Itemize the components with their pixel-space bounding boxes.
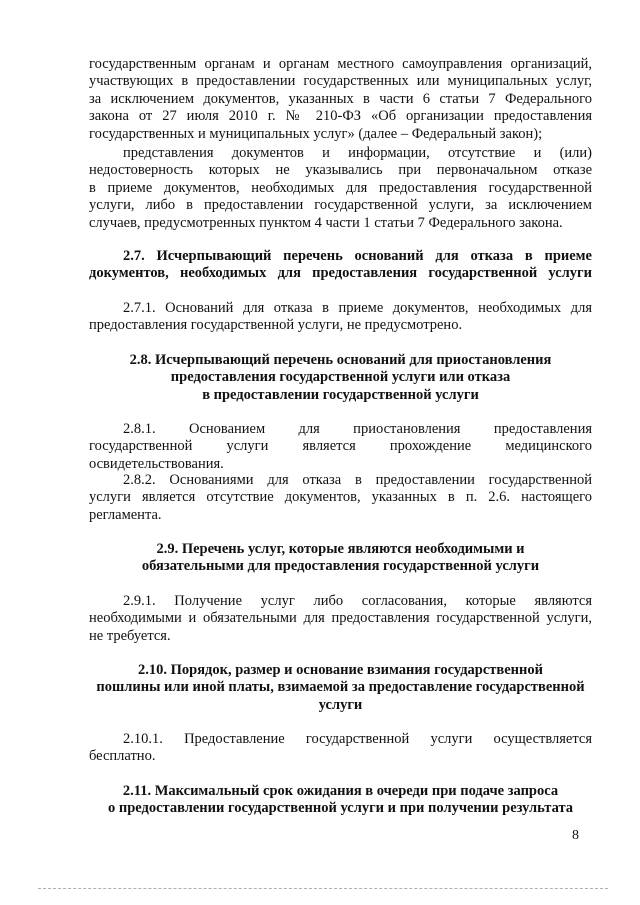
- paragraph-2-8-1: [89, 421, 592, 473]
- heading-line: 2.11. Максимальный срок ожидания в очереди при подаче запроса: [122, 783, 559, 799]
- section-heading-2-9: [89, 541, 592, 576]
- paragraph-2-7-1: [89, 300, 592, 335]
- heading-line: о предоставлении государственной услуги и при получении результата: [107, 800, 574, 817]
- text-line: случаев, предусмотренных пунктом 4 части 1 статьи 7 Федерального закона.: [89, 214, 563, 231]
- text-line: 2.8.2. Основаниями для отказа в предоставлении государственной: [123, 472, 592, 488]
- heading-line: обязательными для предоставления государственной услуги: [141, 558, 540, 575]
- text-line: не требуется.: [89, 627, 171, 644]
- text-line: 2.10.1. Предоставление государственной услуги осуществляется: [123, 731, 592, 747]
- scan-edge-divider: [38, 888, 608, 889]
- heading-line: в предоставлении государственной услуги: [202, 386, 479, 403]
- text-line: необходимыми и обязательными для предоставления государственной услуги,: [89, 610, 592, 627]
- heading-line: услуги: [318, 696, 363, 713]
- text-line: представления документов и информации, отсутствие и (или): [123, 145, 592, 161]
- section-heading-2-7: [89, 248, 592, 283]
- paragraph-continuation: [89, 56, 592, 143]
- section-heading-2-10: [89, 662, 592, 714]
- text-line: услуги, либо в предоставлении государственной услуги, за исключением: [89, 197, 592, 214]
- text-line: бесплатно.: [89, 748, 156, 765]
- text-line: недостоверность которых не указывались при первоначальном отказе: [89, 162, 592, 179]
- heading-line: пошлины или иной платы, взимаемой за предоставление государственной: [96, 679, 585, 696]
- text-line: государственной услуги является прохождение медицинского: [89, 438, 592, 455]
- section-heading-2-8: [89, 352, 592, 404]
- heading-line: предоставления государственной услуги или отказа: [170, 369, 511, 386]
- paragraph-2-10-1: [89, 731, 592, 766]
- text-line: 2.9.1. Получение услуг либо согласования, которые являются: [123, 593, 592, 609]
- page-number: 8: [572, 828, 579, 843]
- paragraph-2-8-2: [89, 472, 592, 524]
- text-line: предоставления государственной услуги, не предусмотрено.: [89, 317, 463, 334]
- heading-line: 2.7. Исчерпывающий перечень оснований для отказа в приеме: [123, 248, 592, 264]
- text-line: в приеме документов, необходимых для предоставления государственной: [89, 179, 592, 196]
- text-line: государственным органам и органам местного самоуправления организаций,: [89, 56, 592, 72]
- text-line: услуги является отсутствие документов, указанных в п. 2.6. настоящего: [89, 489, 592, 506]
- text-line: закона от 27 июля 2010 г. № 210-ФЗ «Об организации предоставления: [89, 108, 592, 125]
- text-line: участвующих в предоставлении государственных или муниципальных услуг,: [89, 73, 592, 90]
- heading-line: 2.10. Порядок, размер и основание взимания государственной: [137, 662, 543, 678]
- text-line: регламента.: [89, 506, 162, 523]
- text-line: государственных и муниципальных услуг» (далее – Федеральный закон);: [89, 125, 543, 142]
- heading-line: документов, необходимых для предоставления государственной услуги: [89, 265, 592, 282]
- heading-line: 2.8. Исчерпывающий перечень оснований для приостановления: [129, 352, 552, 368]
- heading-line: 2.9. Перечень услуг, которые являются необходимыми и: [156, 541, 525, 557]
- paragraph-refusal-conditions: [89, 145, 592, 232]
- text-line: 2.8.1. Основанием для приостановления предоставления: [123, 421, 592, 437]
- section-heading-2-11: [89, 783, 592, 818]
- text-line: за исключением документов, указанных в части 6 статьи 7 Федерального: [89, 90, 592, 107]
- text-line: 2.7.1. Оснований для отказа в приеме документов, необходимых для: [123, 300, 592, 316]
- text-line: освидетельствования.: [89, 455, 224, 472]
- paragraph-2-9-1: [89, 593, 592, 645]
